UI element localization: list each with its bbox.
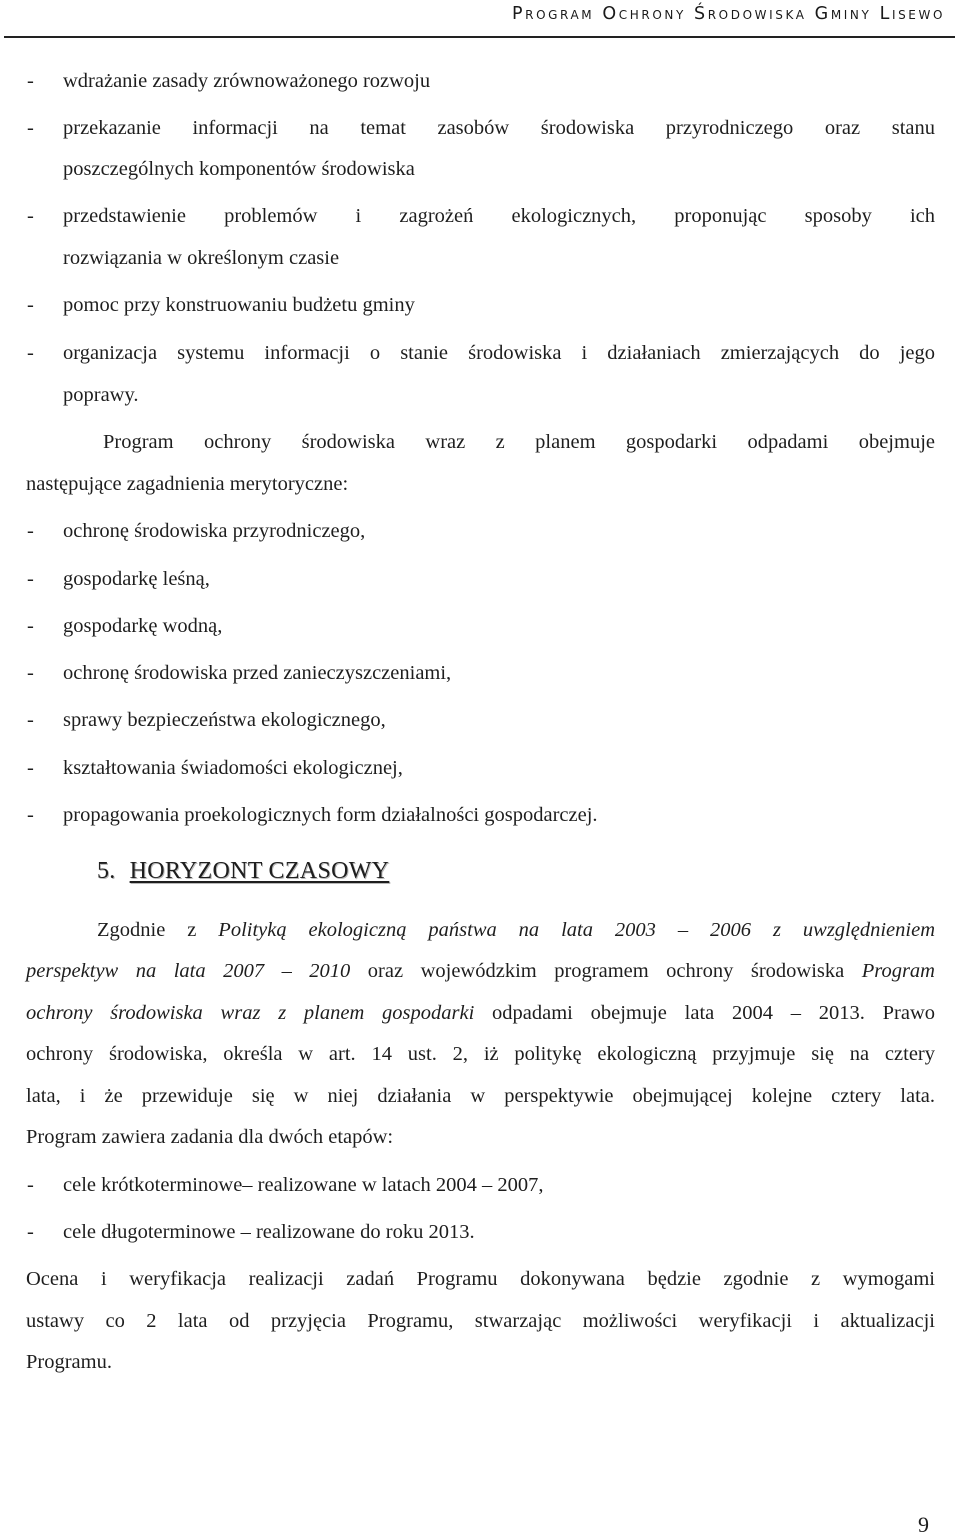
list-item: cele krótkoterminowe– realizowane w latach 2004 – 2007, xyxy=(63,1174,544,1196)
list-marker: - xyxy=(27,709,34,731)
list-marker: - xyxy=(27,662,34,684)
list-marker: - xyxy=(27,117,34,139)
paragraph-line: ustawy co 2 lata od przyjęcia Programu, stwarzając możliwości weryfikacji i aktualizacji xyxy=(26,1310,935,1332)
list-item: kształtowania świadomości ekologicznej, xyxy=(63,757,403,779)
list-marker: - xyxy=(27,1174,34,1196)
section-heading xyxy=(97,858,389,885)
policy-title-italic: Polityką ekologiczną państwa na lata 2003 – 2006 z uwzględnieniem xyxy=(218,919,935,941)
list-item: sprawy bezpieczeństwa ekologicznego, xyxy=(63,709,386,731)
list-item: cele długoterminowe – realizowane do roku 2013. xyxy=(63,1221,475,1243)
paragraph-line: ochrony środowiska, określa w art. 14 ust. 2, iż politykę ekologiczną przyjmuje się na cztery xyxy=(26,1043,935,1065)
paragraph-line xyxy=(97,918,935,942)
list-item-continuation: poprawy. xyxy=(63,384,139,406)
paragraph-line xyxy=(26,959,935,983)
list-item: ochronę środowiska przyrodniczego, xyxy=(63,520,366,542)
list-marker: - xyxy=(27,615,34,637)
program-title-italic: ochrony środowiska wraz z planem gospodarki xyxy=(26,1002,475,1024)
policy-title-italic: perspektyw na lata 2007 – 2010 xyxy=(26,960,351,982)
text-run: oraz wojewódzkim programem ochrony środowiska xyxy=(350,960,862,982)
list-item: pomoc przy konstruowaniu budżetu gminy xyxy=(63,294,415,316)
list-item: przedstawienie problemów i zagrożeń ekologicznych, proponując sposoby ich xyxy=(63,205,935,227)
paragraph-line: następujące zagadnienia merytoryczne: xyxy=(26,473,349,495)
list-item-continuation: rozwiązania w określonym czasie xyxy=(63,247,340,269)
list-item: gospodarkę wodną, xyxy=(63,615,223,637)
list-marker: - xyxy=(27,1221,34,1243)
running-header: Program Ochrony Środowiska Gminy Lisewo xyxy=(512,4,945,24)
list-marker: - xyxy=(27,804,34,826)
list-item: gospodarkę leśną, xyxy=(63,568,210,590)
list-marker: - xyxy=(27,70,34,92)
paragraph-line: Ocena i weryfikacja realizacji zadań Programu dokonywana będzie zgodnie z wymogami xyxy=(26,1268,935,1290)
list-item: wdrażanie zasady zrównoważonego rozwoju xyxy=(63,70,431,92)
paragraph-line: Program zawiera zadania dla dwóch etapów: xyxy=(26,1126,394,1148)
list-marker: - xyxy=(27,568,34,590)
list-item: organizacja systemu informacji o stanie środowiska i działaniach zmierzających do jego xyxy=(63,342,935,364)
list-item: przekazanie informacji na temat zasobów środowiska przyrodniczego oraz stanu xyxy=(63,117,935,139)
paragraph-line: Program ochrony środowiska wraz z planem gospodarki odpadami obejmuje xyxy=(103,431,935,453)
text-run: Zgodnie z xyxy=(97,919,219,941)
list-marker: - xyxy=(27,757,34,779)
program-title-italic: Program xyxy=(861,960,935,982)
text-run: odpadami obejmuje lata 2004 – 2013. Prawo xyxy=(474,1002,936,1024)
list-item: ochronę środowiska przed zanieczyszczeniami, xyxy=(63,662,452,684)
list-marker: - xyxy=(27,205,34,227)
paragraph-line: Programu. xyxy=(26,1351,112,1373)
list-marker: - xyxy=(27,520,34,542)
list-marker: - xyxy=(27,342,34,364)
paragraph-line: lata, i że przewiduje się w niej działania w perspektywie obejmującej kolejne cztery lata. xyxy=(26,1085,935,1107)
paragraph-line xyxy=(26,1001,935,1025)
page-number: 9 xyxy=(918,1512,929,1537)
section-number: 5. xyxy=(97,858,116,884)
list-item-continuation: poszczególnych komponentów środowiska xyxy=(63,158,415,180)
list-item: propagowania proekologicznych form działalności gospodarczej. xyxy=(63,804,598,826)
list-marker: - xyxy=(27,294,34,316)
section-title: HORYZONT CZASOWY xyxy=(129,858,390,884)
header-rule xyxy=(4,36,955,38)
